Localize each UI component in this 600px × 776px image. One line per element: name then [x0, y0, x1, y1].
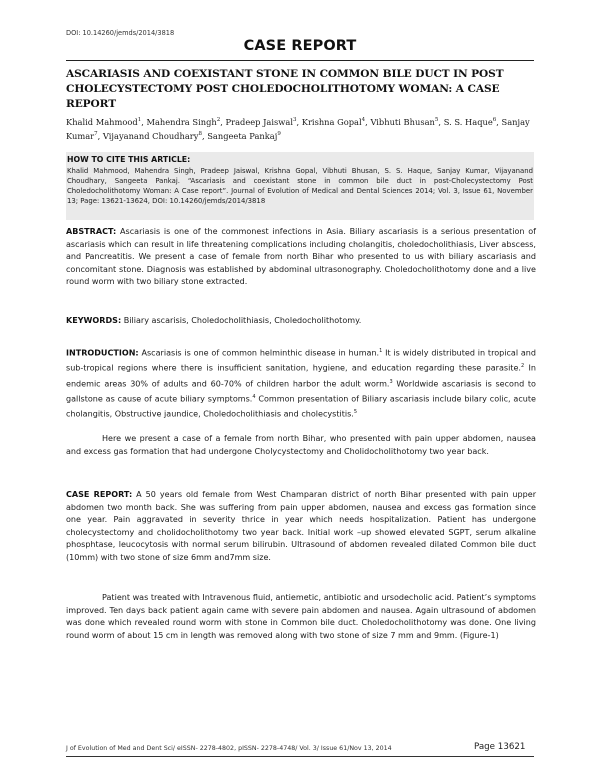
- ref-marker: 1: [379, 348, 383, 354]
- citation-text: Khalid Mahmood, Mahendra Singh, Pradeep Jaiswal, Krishna Gopal, Vibhuti Bhusan, S. S. Haque, Sanjay Kumar, Vijayanand Choudhary, Sangeeta Pankaj. “Ascariasis and coexistant stone in common bile duct in post-Cholecystectomy Post Choledocholithotomy Woman: A Case report”. Journal of Evolution of Medical and Dental Sciences 2014; Vol. 3, Issue 61, November 13; Page: 13621-13624, DOI: 10.14260/jemds/2014/3818: [67, 167, 533, 205]
- author: Khalid Mahmood: [66, 116, 138, 127]
- ref-marker: 2: [520, 363, 525, 370]
- author: Sangeeta Pankaj: [207, 130, 278, 141]
- case-report-paragraph: CASE REPORT: A 50 years old female from West Champaran district of north Bihar presented with pain upper abdomen two month back. She was suffering from pain upper abdomen, nausea and excess gas formation since one year. Pain aggravated in severity thrice in year which needs hospitalization. Patient has undergone cholecystectomy and cholidocholithotomy two year back. Initial work –up showed elevated SGPT, serum alkaline phosphtase, leucocytosis with normal serum bilirubin. Ultrasound of abdomen revealed dilated Common bile duct (10mm) with two stone of size 6mm and7mm size.: [66, 490, 537, 562]
- case-report-paragraph-2: Patient was treated with Intravenous fluid, antiemetic, antibiotic and ursodecholic acid. Patient’s symptoms improved. Ten days back patient again came with severe pain abdomen and nausea. Again ultrasound of abdomen was done which revealed round worm with stone in Common bile duct. Choledocholithotomy was done. One living round worm of about 15 cm in length was removed along with two stone of size 7 mm and 9mm. (Figure-1): [66, 593, 536, 640]
- citation-heading: HOW TO CITE THIS ARTICLE:: [67, 155, 191, 164]
- abstract-label: ABSTRACT:: [66, 227, 117, 236]
- footer-rule: [66, 756, 534, 757]
- author-list: Khalid Mahmood$^1$, Mahendra Singh$^2$, Pradeep Jaiswal$^3$, Krishna Gopal$^4$, Vibhuti Bhusan$^5$, S. S. Haque$^6$, Sanjay Kumar$^7$, Vijayanand Choudhary$^8$, Sangeeta Pankaj$^9$: [66, 116, 530, 141]
- footer-journal: J of Evolution of Med and Dent Sci/ eISSN- 2278-4802, pISSN- 2278-4748/ Vol. 3/ Issue 61/Nov 13, 2014: [66, 745, 392, 752]
- section-heading: CASE REPORT: [243, 38, 357, 54]
- ref-marker: 5: [353, 409, 358, 416]
- author: Pradeep Jaiswal: [225, 116, 293, 127]
- case-report-label: CASE REPORT:: [66, 490, 133, 499]
- author: Sanjay Kumar: [66, 116, 530, 141]
- ref-marker: 3: [389, 378, 393, 385]
- introduction-paragraph-2: Here we present a case of a female from north Bihar, who presented with pain upper abdomen, nausea and excess gas formation that had undergone Cholycystectomy and Cholidocholithotomy two year back.: [66, 434, 536, 456]
- keywords-label: KEYWORDS:: [66, 316, 122, 325]
- ref-marker: 4: [252, 393, 256, 400]
- keywords-paragraph: [66, 315, 536, 328]
- article-title: ASCARIASIS AND COEXISTANT STONE IN COMMON BILE DUCT IN POST CHOLECYSTECTOMY POST CHOLEDOCHOLITHOTOMY WOMAN: A CASE REPORT: [66, 68, 504, 110]
- author: Krishna Gopal: [301, 116, 362, 127]
- abstract-text: Ascariasis is one of the commonest infections in Asia. Biliary ascariasis is a serious presentation of ascariasis which can result in life threatening complications including cholangitis, choledocholithiasis, Liver abscess, and Pancreatitis. We present a case of female from north Bihar who presented to us with biliary ascariasis and concomitant stone. Diagnosis was established by abdominal ultrasonography. Choledocholithotomy done and a live round worm with two biliary stone extracted.: [66, 227, 536, 287]
- author: S. S. Haque: [443, 116, 493, 127]
- introduction-label: INTRODUCTION:: [66, 348, 139, 358]
- author: Vibhuti Bhusan: [370, 116, 435, 127]
- page-number: Page 13621: [474, 742, 526, 752]
- keywords-text: Biliary ascarisis, Choledocholithiasis, Choledocholithotomy.: [123, 316, 362, 325]
- author: Mahendra Singh: [146, 116, 217, 127]
- author: Vijayanand Choudhary: [102, 130, 199, 141]
- doi-text: DOI: 10.14260/jemds/2014/3818: [66, 29, 175, 37]
- introduction-paragraph: INTRODUCTION: Ascariasis is one of common helminthic disease in human.$^1$ It is widely distributed in tropical and sub-tropical regions where there is insufficient sanitation, hygiene, and education regarding these parasite.$^2$ In endemic areas 30% of adults and 60-70% of children harbor the adult worm.$^3$ Worldwide ascariasis is second to gallstone as cause of acute biliary symptoms.$^4$ Common presentation of Biliary ascariasis include bilary colic, acute cholangitis, Obstructive jaundice, Choledocholithiasis and cholecystitis.$^5$: [66, 348, 537, 419]
- abstract-paragraph: [66, 226, 536, 289]
- header-rule: [66, 60, 534, 61]
